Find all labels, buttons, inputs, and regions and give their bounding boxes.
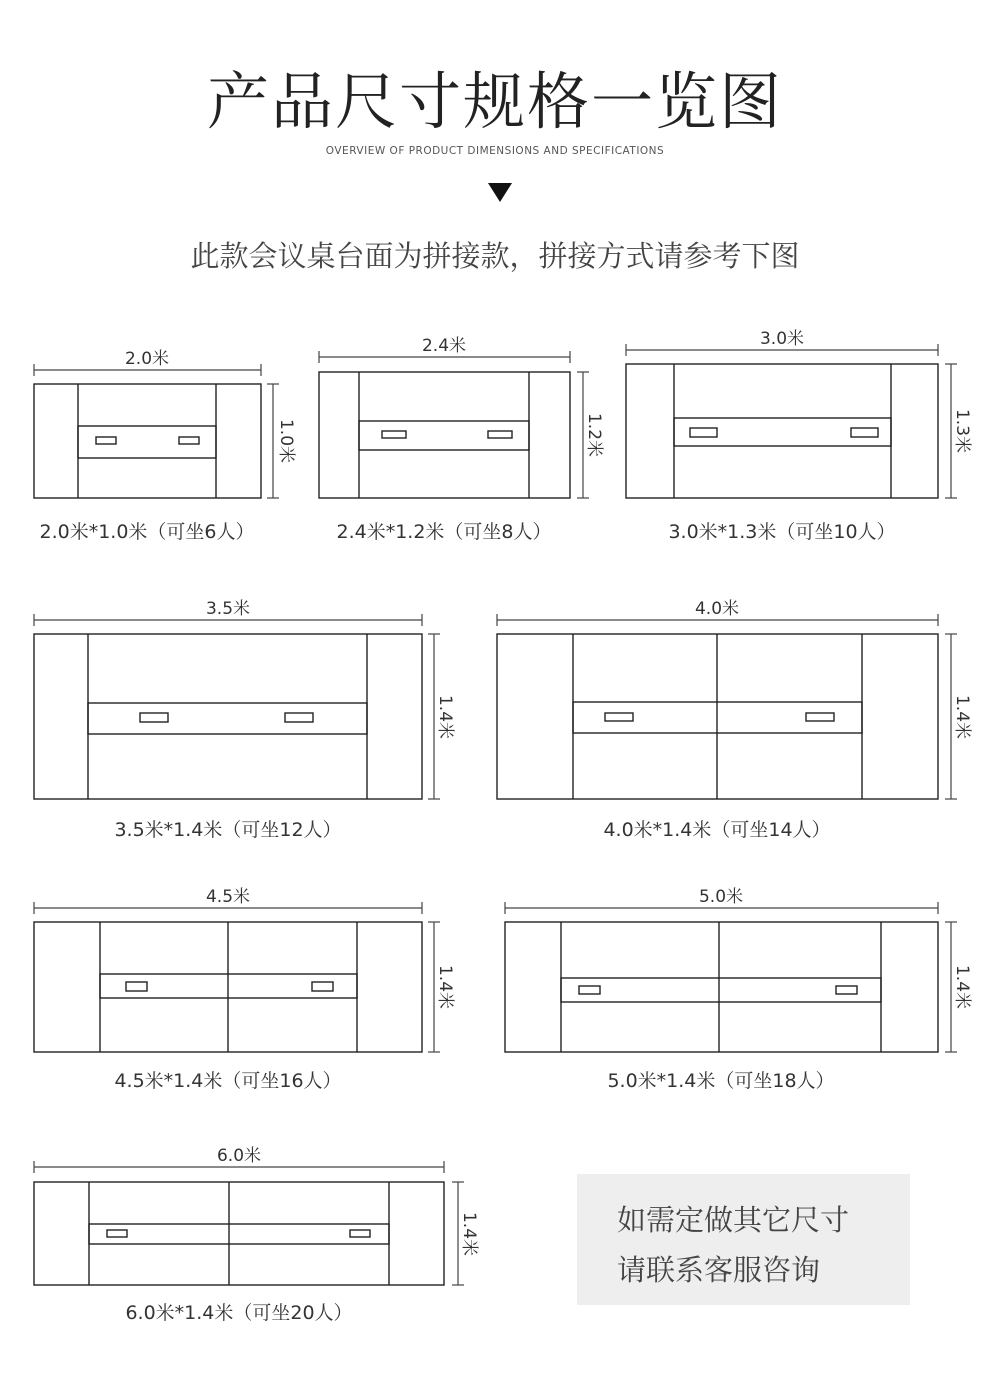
wire-box: [806, 713, 834, 721]
wire-box: [96, 437, 116, 444]
table-caption: 4.5米*1.4米（可坐16人）: [114, 1070, 342, 1092]
table-caption: 3.0米*1.3米（可坐10人）: [668, 521, 896, 543]
intro-text: 此款会议桌台面为拼接款，拼接方式请参考下图: [190, 239, 800, 273]
notice-line-2: 请联系客服咨询: [617, 1253, 821, 1287]
wire-box: [690, 428, 717, 437]
depth-label: 1.4米: [435, 694, 455, 740]
depth-label: 1.3米: [952, 408, 972, 454]
depth-label: 1.0米: [276, 418, 296, 464]
center-strip: [89, 1224, 389, 1244]
width-label: 3.5米: [205, 599, 251, 619]
wire-box: [579, 986, 600, 994]
table-diagram-5-0: [505, 887, 972, 1052]
table-caption: 5.0米*1.4米（可坐18人）: [607, 1070, 835, 1092]
table-outline: [319, 372, 570, 498]
center-strip: [359, 421, 529, 450]
table-diagram-3-5: [34, 599, 455, 799]
wire-box: [836, 986, 857, 994]
custom-size-notice: [577, 1174, 910, 1305]
width-label: 4.5米: [205, 887, 251, 907]
page-subtitle: OVERVIEW OF PRODUCT DIMENSIONS AND SPECIFICATIONS: [325, 145, 665, 157]
width-label: 4.0米: [694, 599, 740, 619]
wire-box: [851, 428, 878, 437]
width-label: 6.0米: [216, 1146, 262, 1166]
table-caption: 2.0米*1.0米（可坐6人）: [39, 521, 255, 543]
center-strip: [674, 418, 891, 446]
width-label: 5.0米: [698, 887, 744, 907]
table-outline: [505, 922, 938, 1052]
width-label: 3.0米: [759, 329, 805, 349]
wire-box: [285, 713, 313, 722]
table-outline: [34, 384, 261, 498]
center-strip: [561, 978, 881, 1002]
width-label: 2.0米: [124, 349, 170, 369]
table-outline: [34, 634, 422, 799]
wire-box: [126, 982, 147, 991]
wire-box: [382, 431, 406, 438]
depth-label: 1.4米: [459, 1211, 479, 1257]
wire-box: [140, 713, 168, 722]
wire-box: [312, 982, 333, 991]
table-diagram-4-5: [34, 887, 455, 1052]
page-title: 产品尺寸规格一览图: [206, 65, 783, 138]
depth-label: 1.2米: [584, 412, 604, 458]
table-diagram-3-0: [626, 329, 972, 498]
table-diagram-6-0: [34, 1146, 479, 1285]
table-diagram-2-4: [319, 336, 604, 498]
notice-line-1: 如需定做其它尺寸: [617, 1203, 850, 1237]
table-caption: 2.4米*1.2米（可坐8人）: [336, 521, 552, 543]
wire-box: [605, 713, 633, 721]
depth-label: 1.4米: [435, 964, 455, 1010]
wire-box: [107, 1230, 127, 1237]
table-caption: 6.0米*1.4米（可坐20人）: [125, 1302, 353, 1324]
table-caption: 3.5米*1.4米（可坐12人）: [114, 819, 342, 841]
center-strip: [88, 703, 367, 734]
wire-box: [488, 431, 512, 438]
table-diagram-4-0: [497, 599, 972, 799]
width-label: 2.4米: [421, 336, 467, 356]
table-diagram-2-0: [34, 349, 296, 498]
table-caption: 4.0米*1.4米（可坐14人）: [603, 819, 831, 841]
center-strip: [78, 426, 216, 458]
depth-label: 1.4米: [952, 694, 972, 740]
depth-label: 1.4米: [952, 964, 972, 1010]
table-outline: [34, 1182, 444, 1285]
wire-box: [350, 1230, 370, 1237]
wire-box: [179, 437, 199, 444]
